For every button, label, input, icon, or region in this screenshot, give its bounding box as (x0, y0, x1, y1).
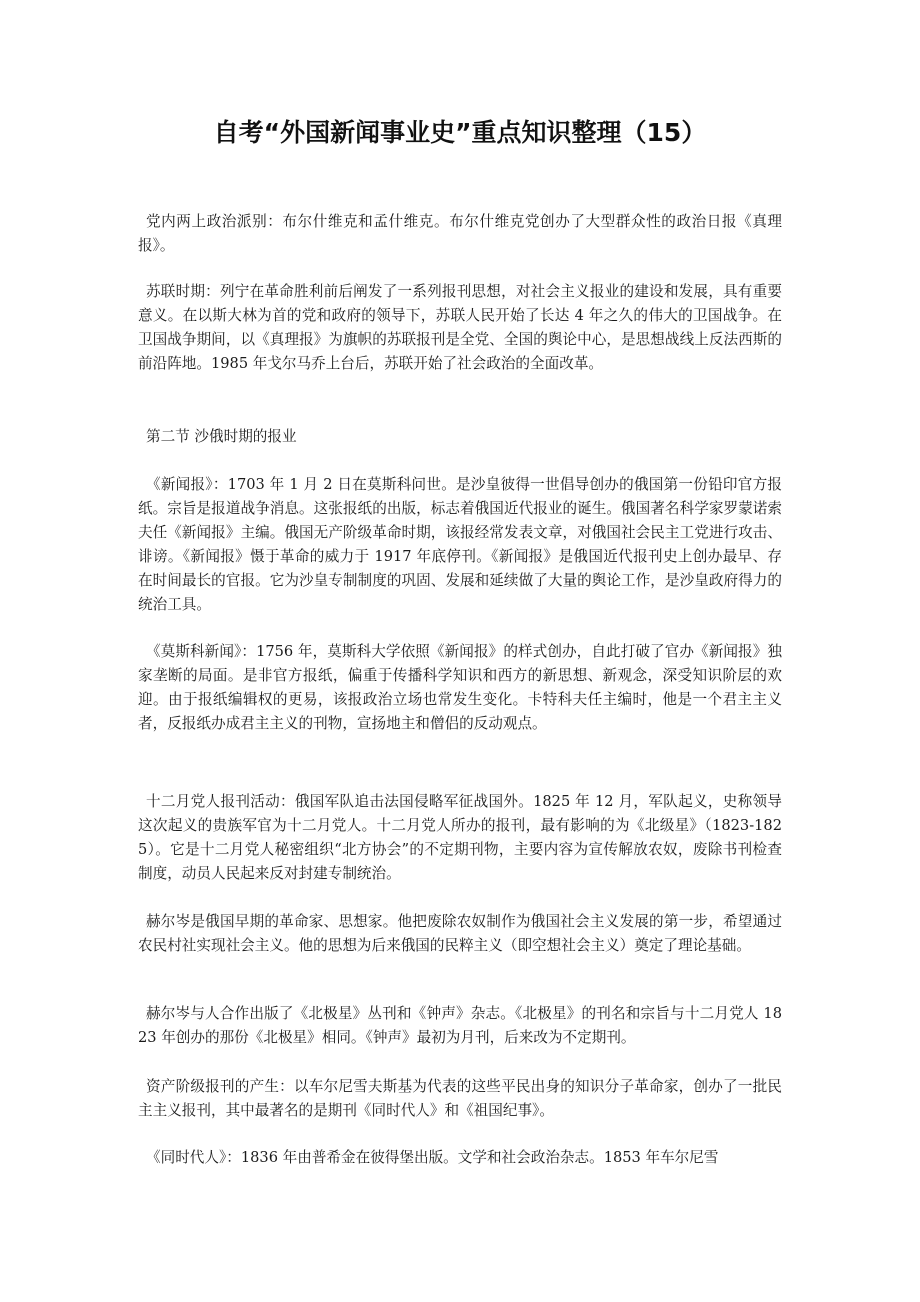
paragraph-contemporary: 《同时代人》：1836 年由普希金在彼得堡出版。文学和社会政治杂志。1853 年车尔尼雪 (146, 1149, 719, 1166)
paragraph-decembrists: 十二月党人报刊活动：俄国军队追击法国侵略军征战国外。1825 年 12 月，军队起义，史称领导这次起义的贵族军官为十二月党人。十二月党人所办的报刊，最有影响的为《北级星》（1823-1825）。它是十二月党人秘密组织“北方协会”的不定期刊物，主要内容为宣传解放农奴，废除书刊检查制度，动员人民起来反对封建专制统治。 (138, 793, 782, 882)
paragraph-soviet-period: 苏联时期：列宁在革命胜利前后阐发了一系列报刊思想，对社会主义报业的建设和发展，具有重要意义。在以斯大林为首的党和政府的领导下，苏联人民开始了长达 4 年之久的伟大的卫国战争。在卫国战争期间，以《真理报》为旗帜的苏联报刊是全党、全国的舆论中心，是思想战线上反法西斯的前沿阵地。1985 年戈尔马乔上台后，苏联开始了社会政治的全面改革。 (138, 283, 782, 372)
paragraph-polar-star-bell: 赫尔岑与人合作出版了《北极星》丛刊和《钟声》杂志。《北极星》的刊名和宗旨与十二月党人 1823 年创办的那份《北极星》相同。《钟声》最初为月刊，后来改为不定期刊。 (138, 1005, 782, 1046)
section-heading-tsarist-press: 第二节 沙俄时期的报业 (146, 428, 297, 445)
paragraph-party-factions: 党内两上政治派别：布尔什维克和孟什维克。布尔什维克党创办了大型群众性的政治日报《真理报》。 (138, 213, 782, 254)
paragraph-herzen: 赫尔岑是俄国早期的革命家、思想家。他把废除农奴制作为俄国社会主义发展的第一步，希望通过农民村社实现社会主义。他的思想为后来俄国的民粹主义（即空想社会主义）奠定了理论基础。 (138, 913, 782, 954)
paragraph-vedomosti: 《新闻报》：1703 年 1 月 2 日在莫斯科问世。是沙皇彼得一世倡导创办的俄国第一份铅印官方报纸。宗旨是报道战争消息。这张报纸的出版，标志着俄国近代报业的诞生。俄国著名科学家罗蒙诺索夫任《新闻报》主编。俄国无产阶级革命时期，该报经常发表文章，对俄国社会民主工党进行攻击、诽谤。《新闻报》慑于革命的威力于 1917 年底停刊。《新闻报》是俄国近代报刊史上创办最早、存在时间最长的官报。它为沙皇专制制度的巩固、发展和延续做了大量的舆论工作，是沙皇政府得力的统治工具。 (138, 476, 782, 613)
paragraph-moscow-news: 《莫斯科新闻》：1756 年，莫斯科大学依照《新闻报》的样式创办，自此打破了官办《新闻报》独家垄断的局面。是非官方报纸，偏重于传播科学知识和西方的新思想、新观念，深受知识阶层的欢迎。由于报纸编辑权的更易，该报政治立场也常发生变化。卡特科夫任主编时，他是一个君主主义者，反报纸办成君主主义的刊物，宣扬地主和僧侣的反动观点。 (138, 643, 782, 732)
document-title: 自考“外国新闻事业史”重点知识整理（15） (213, 118, 707, 147)
paragraph-bourgeois-press: 资产阶级报刊的产生：以车尔尼雪夫斯基为代表的这些平民出身的知识分子革命家，创办了一批民主主义报刊，其中最著名的是期刊《同时代人》和《祖国纪事》。 (138, 1078, 782, 1119)
